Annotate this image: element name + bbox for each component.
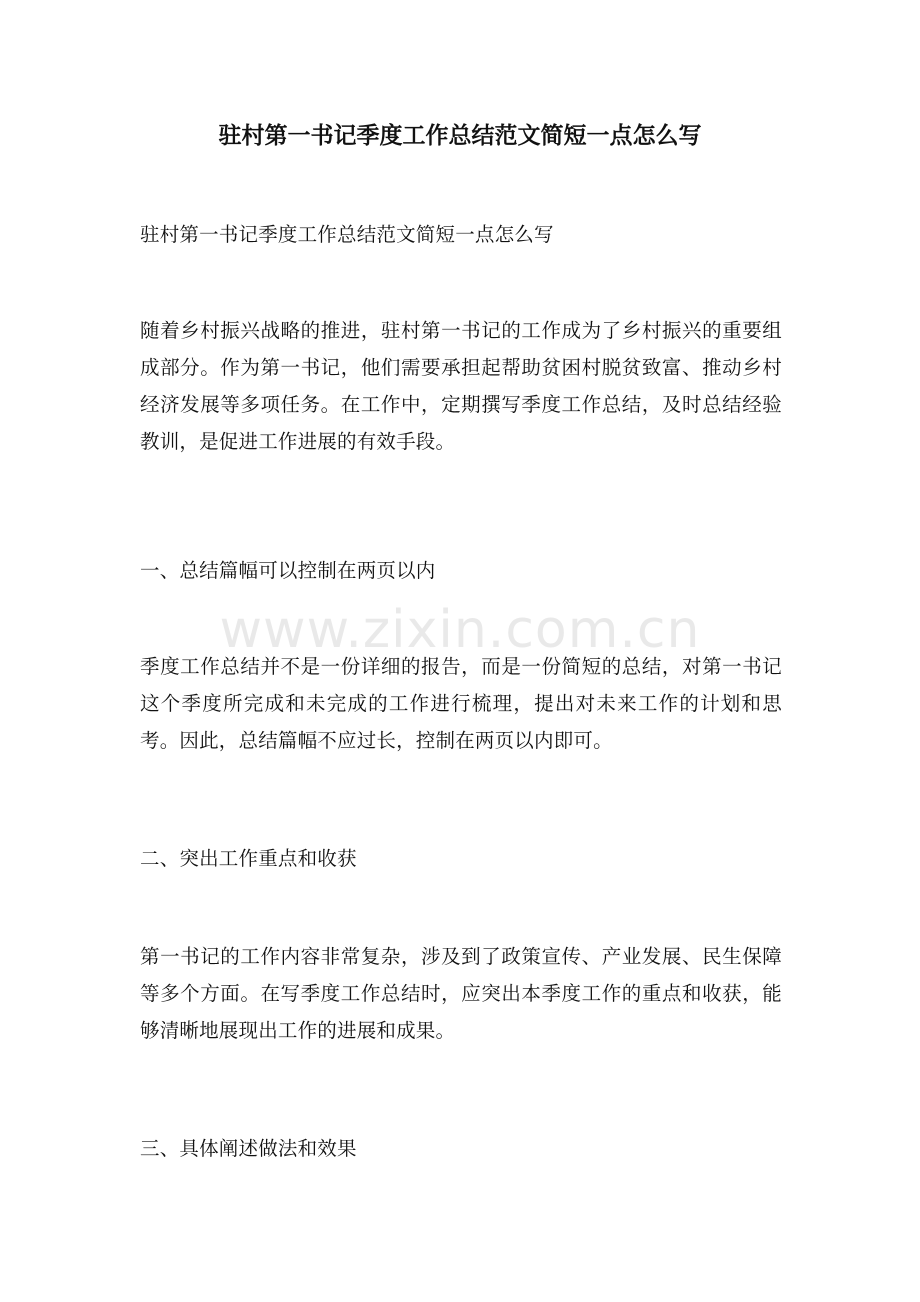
document-subtitle: 驻村第一书记季度工作总结范文简短一点怎么写 — [140, 223, 554, 246]
section-1-heading: 一、总结篇幅可以控制在两页以内 — [140, 559, 436, 582]
section-2-heading: 二、突出工作重点和收获 — [140, 847, 357, 870]
watermark-text: www.zixin.com.cn — [219, 600, 701, 660]
section-1-body: 季度工作总结并不是一份详细的报告，而是一份简短的总结，对第一书记这个季度所完成和未完成的工作进行梳理，提出对未来工作的计划和思考。因此，总结篇幅不应过长，控制在两页以内即可。 — [140, 655, 782, 752]
section-3-heading: 三、具体阐述做法和效果 — [140, 1137, 357, 1160]
section-2-body: 第一书记的工作内容非常复杂，涉及到了政策宣传、产业发展、民生保障等多个方面。在写季度工作总结时，应突出本季度工作的重点和收获，能够清晰地展现出工作的进展和成果。 — [140, 945, 782, 1042]
document-title: 驻村第一书记季度工作总结范文简短一点怎么写 — [218, 122, 702, 149]
intro-paragraph: 随着乡村振兴战略的推进，驻村第一书记的工作成为了乡村振兴的重要组成部分。作为第一书记，他们需要承担起帮助贫困村脱贫致富、推动乡村经济发展等多项任务。在工作中，定期撰写季度工作总结，及时总结经验教训，是促进工作进展的有效手段。 — [140, 319, 782, 453]
